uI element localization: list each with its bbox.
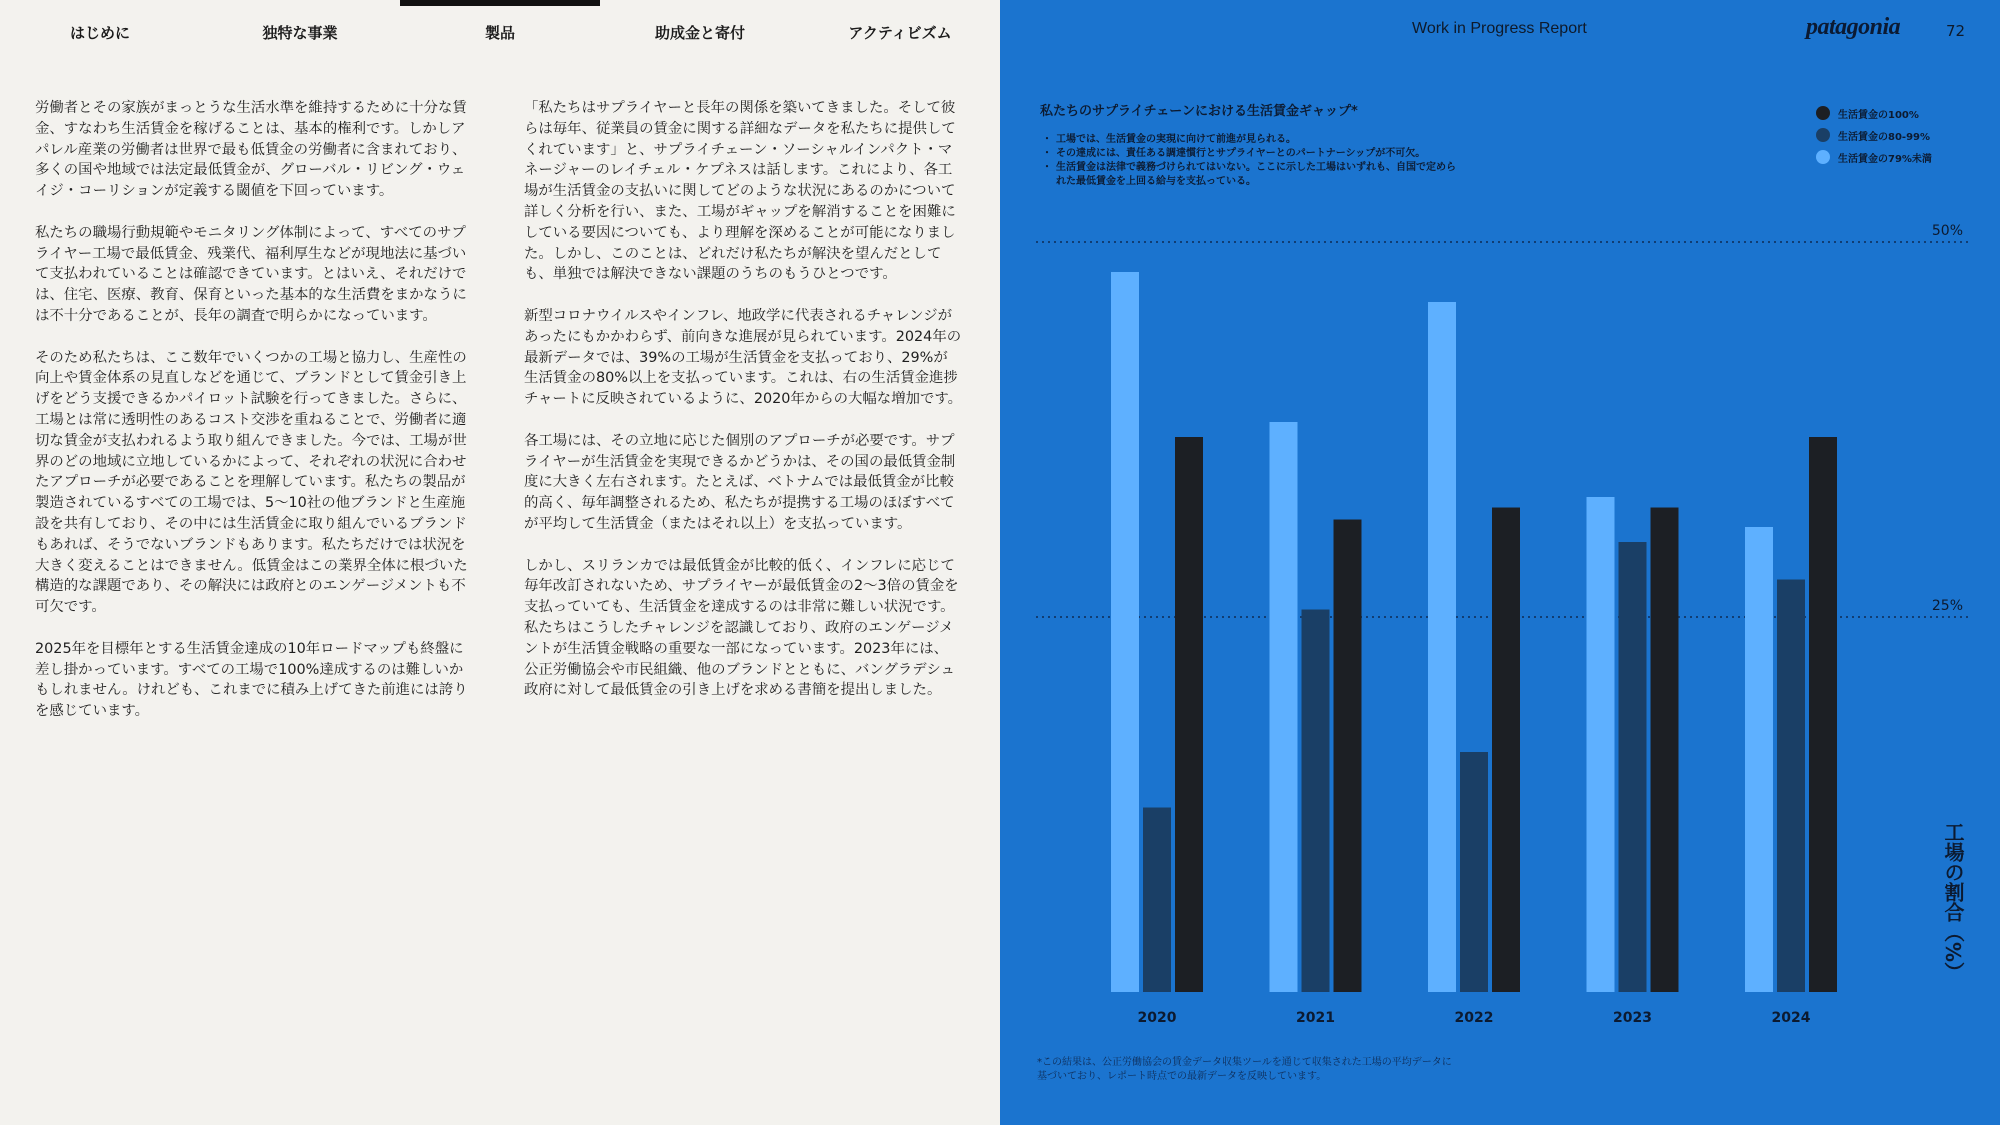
y-tick-label: 25%: [1931, 598, 1963, 614]
bar-2023-series-0: [1587, 497, 1615, 992]
x-tick-label: 2023: [1613, 1010, 1652, 1026]
bar-2022-series-1: [1460, 752, 1488, 992]
y-axis-label: 工場の割合（%）: [1941, 821, 1965, 983]
text-column-1: [35, 98, 473, 743]
bar-2021-series-1: [1302, 610, 1330, 993]
tab-products[interactable]: 製品: [400, 0, 600, 64]
y-tick-label: 50%: [1931, 223, 1963, 239]
paragraph: 各工場には、その立地に応じた個別のアプローチが必要です。サプライヤーが生活賃金を実現できるかどうかは、その国の最低賃金制度に大きく左右されます。たとえば、ベトナムでは最低賃金が比較的高く、毎年調整されるため、私たちが提携する工場のほぼすべてが平均して生活賃金（またはそれ以上）を支払っています。: [524, 432, 956, 532]
bar-2020-series-1: [1143, 808, 1171, 993]
paragraph: 労働者とその家族がまっとうな生活水準を維持するために十分な賃金、すなわち生活賃金を稼げることは、基本的権利です。しかしアパレル産業の労働者は世界で最も低賃金の労働者に含まれており、多くの国や地域では法定最低賃金が、グローバル・リビング・ウェイジ・コーリションが定義する閾値を下回っています。: [35, 100, 467, 200]
section-nav: [0, 0, 1000, 64]
x-tick-label: 2024: [1771, 1010, 1811, 1026]
bar-2020-series-0: [1111, 272, 1139, 992]
bar-2022-series-2: [1492, 508, 1520, 993]
x-tick-label: 2022: [1454, 1010, 1494, 1026]
legend-label: 生活賃金の100%: [1838, 109, 1919, 121]
x-tick-label: 2020: [1137, 1010, 1177, 1026]
tab-unique-business[interactable]: 独特な事業: [262, 23, 338, 42]
patagonia-logo: patagonia: [1806, 14, 1901, 40]
bar-2022-series-0: [1428, 302, 1456, 992]
tab-introduction[interactable]: はじめに: [69, 23, 130, 42]
bar-2020-series-2: [1175, 437, 1203, 992]
legend-label: 生活賃金の80-99%: [1838, 131, 1931, 143]
paragraph: 「私たちはサプライヤーと長年の関係を築いてきました。そして彼らは毎年、従業員の賃金に関する詳細なデータを私たちに提供してくれています」と、サプライチェーン・ソーシャルインパクト・マネージャーのレイチェル・ケプネスは話します。これにより、各工場が生活賃金の支払いに関してどのような状況にあるのかについて詳しく分析を行い、また、工場がギャップを解消することを困難にしている要因についても、より理解を深めることが可能になりました。しかし、このことは、どれだけ私たちが解決を望んだとしても、単独では解決できない課題のうちのもうひとつです。: [524, 100, 956, 283]
legend-label: 生活賃金の79%未満: [1838, 153, 1932, 165]
bar-2024-series-0: [1745, 527, 1773, 992]
paragraph: 新型コロナウイルスやインフレ、地政学に代表されるチャレンジがあったにもかかわらず、前向きな進展が見られています。2024年の最新データでは、39%の工場が生活賃金を支払っており、29%が生活賃金の80%以上を支払っています。これは、右の生活賃金進捗チャートに反映されているように、2020年からの大幅な増加です。: [524, 307, 962, 408]
paragraph: 私たちの職場行動規範やモニタリング体制によって、すべてのサプライヤー工場で最低賃金、残業代、福利厚生などが現地法に基づいて支払われていることは確認できています。とはいえ、それだけでは、住宅、医療、教育、保育といった基本的な生活費をまかなうには不十分であることが、長年の調査で明らかになっています。: [35, 224, 467, 324]
living-wage-bar-chart: [1000, 0, 2000, 1125]
x-tick-label: 2021: [1296, 1010, 1335, 1026]
bar-2021-series-2: [1334, 520, 1362, 993]
report-title: Work in Progress Report: [1412, 20, 1587, 37]
paragraph: しかし、スリランカでは最低賃金が比較的低く、インフレに応じて毎年改訂されないため、サプライヤーが最低賃金の2〜3倍の賃金を支払っていても、生活賃金を達成するのは非常に難しい状況です。私たちはこうしたチャレンジを認識しており、政府のエンゲージメントが生活賃金戦略の重要な一部になっています。2023年には、公正労働協会や市民組織、他のブランドとともに、バングラデシュ政府に対して最低賃金の引き上げを求める書簡を提出しました。: [524, 557, 959, 699]
bar-2024-series-1: [1777, 580, 1805, 993]
chart-note: ・ 生活賃金は法律で義務づけられてはいない。ここに示した工場はいずれも、自国で定められた最低賃金を上回る給与を支払っている。: [1044, 161, 1464, 189]
bar-2024-series-2: [1809, 437, 1837, 992]
paragraph: 2025年を目標年とする生活賃金達成の10年ロードマップも終盤に差し掛かっています。すべての工場で100%達成するのは難しいかもしれません。けれども、これまでに積み上げてきた前進には誇りを感じています。: [35, 640, 468, 720]
text-column-2: [524, 98, 962, 722]
chart-note: ・ その達成には、責任ある調達慣行とサプライヤーとのパートナーシップが不可欠。: [1044, 147, 1464, 161]
bar-2023-series-1: [1619, 542, 1647, 992]
chart-note: ・ 工場では、生活賃金の実現に向けて前進が見られる。: [1044, 133, 1464, 147]
bar-2023-series-2: [1651, 508, 1679, 993]
tab-grants-donations[interactable]: 助成金と寄付: [654, 23, 745, 42]
tab-activism[interactable]: アクティビズム: [848, 23, 952, 42]
paragraph: そのため私たちは、ここ数年でいくつかの工場と協力し、生産性の向上や賃金体系の見直しなどを通じて、ブランドとして賃金引き上げをどう支援できるかパイロット試験を行ってきました。さらに、工場とは常に透明性のあるコスト交渉を重ねることで、労働者に適切な賃金が支払われるよう取り組んできました。今では、工場が世界のどの地域に立地しているかによって、それぞれの状況に合わせたアプローチが必要であることを理解しています。私たちの製品が製造されているすべての工場では、5〜10社の他ブランドと生産施設を共有しており、その中には生活賃金に取り組んでいるブランドもあれば、そうでないブランドもあります。私たちだけでは状況を大きく変えることはできません。低賃金はこの業界全体に根づいた構造的な課題であり、その解決には政府とのエンゲージメントも不可欠です。: [35, 349, 468, 616]
chart-title: 私たちのサプライチェーンにおける生活賃金ギャップ*: [1040, 104, 1358, 119]
chart-footnote: *この結果は、公正労働協会の賃金データ収集ツールを通じて収集された工場の平均データに基づいており、レポート時点での最新データを反映しています。: [1037, 1057, 1452, 1082]
page-number: 72: [1946, 22, 1966, 40]
bar-2021-series-0: [1270, 422, 1298, 992]
